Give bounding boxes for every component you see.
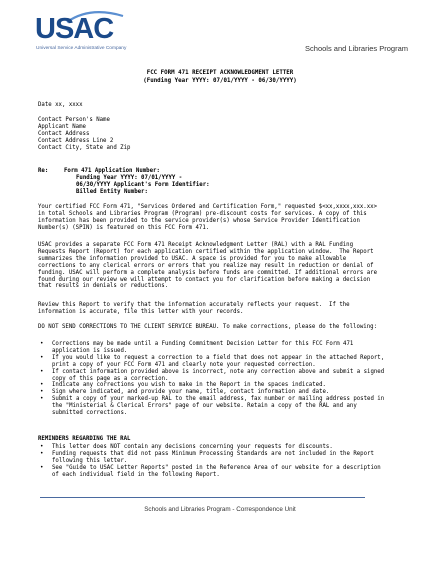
- re-line: 06/30/YYYY Applicant's Form Identifier:: [76, 181, 210, 188]
- re-label: Re:: [38, 168, 49, 174]
- paragraph-line: USAC provides a separate FCC Form 471 Receipt Acknowledgment Letter (RAL) with a RAL Funding: [38, 242, 354, 248]
- address-line: Contact City, State and Zip: [38, 144, 131, 151]
- list-item: • Funding requests that did not pass Minimum Processing Standards are not included in the Report following this letter.: [38, 451, 381, 465]
- paragraph-review: [38, 302, 350, 316]
- paragraph-line: found during our review we will attempt to contact you for clarification before making a decision: [38, 276, 371, 283]
- logo-wordmark: USAC: [35, 13, 114, 45]
- paragraph-line: information has been provided to the service provider(s) whose Service Provider Identification: [38, 217, 360, 224]
- list-item: • Corrections may be made until a Funding Commitment Decision Letter for this FCC Form 471 application is issued.: [38, 341, 384, 355]
- re-line: Funding Year YYYY: 07/01/YYYY -: [76, 174, 183, 181]
- address-line: Applicant Name: [38, 123, 86, 130]
- list-item: • Submit a copy of your marked-up RAL to the email address, fax number or mailing address posted in the "Ministerial & Clerical Errors" page of our website. Retain a copy of the RAL and any submitted corrections.: [38, 396, 384, 417]
- header-program-name: Schools and Libraries Program: [305, 44, 408, 53]
- list-item: • Sign where indicated, and provide your name, title, contact information and date.: [38, 389, 384, 396]
- paragraph-line: Number(s) (SPIN) is featured on this FCC Form 471.: [38, 224, 210, 231]
- paragraph-corrections-intro: DO NOT SEND CORRECTIONS TO THE CLIENT SERVICE BUREAU. To make corrections, please do the following:: [38, 324, 377, 330]
- re-line: Form 471 Application Number:: [64, 168, 160, 174]
- letter-subtitle: (Funding Year YYYY: 07/01/YYYY - 06/30/YYYY): [143, 78, 297, 84]
- usac-logo: [35, 10, 145, 55]
- paragraph-line: that results in denials or reductions.: [38, 283, 169, 290]
- paragraph-line: in total Schools and Libraries Program (Program) pre-discount costs for services. A copy of this: [38, 210, 367, 217]
- corrections-list: [38, 341, 384, 417]
- re-line: Billed Entity Number:: [76, 188, 148, 195]
- footer-divider: [40, 497, 365, 498]
- list-item: • Indicate any corrections you wish to make in the Report in the spaces indicated.: [38, 382, 384, 389]
- paragraph-line: funding. USAC will perform a complete analysis before funds are committed. If additional errors are: [38, 269, 377, 276]
- paragraph-line: Review this Report to verify that the information accurately reflects your request. If the: [38, 302, 350, 308]
- list-item: • If contact information provided above is incorrect, note any correction above and submit a signed copy of this page as a correction.: [38, 369, 384, 383]
- address-line: Contact Address Line 2: [38, 137, 114, 144]
- recipient-address: [38, 117, 130, 152]
- list-item: • See "Guide to USAC Letter Reports" posted in the Reference Area of our website for a description of each individual field in the following Report.: [38, 465, 381, 479]
- list-item: • If you would like to request a correction to a field that does not appear in the attached Report, print a copy of your FCC Form 471 and clearly note your requested correction.: [38, 355, 384, 369]
- paragraph-line: Your certified FCC Form 471, "Services Ordered and Certification Form," requested $<xx,xxxx,xxx.xx>: [38, 204, 377, 210]
- address-line: Contact Address: [38, 130, 90, 137]
- letter-title: FCC FORM 471 RECEIPT ACKNOWLEDGMENT LETTER: [146, 70, 294, 76]
- reminders-heading: REMINDERS REGARDING THE RAL: [38, 436, 131, 442]
- address-line: Contact Person's Name: [38, 117, 110, 123]
- paragraph-line: Requests Report (Report) for each application certified within the application window. The Report: [38, 248, 374, 255]
- paragraph-ral-description: [38, 242, 377, 290]
- footer-text: Schools and Libraries Program - Correspondence Unit: [144, 506, 296, 513]
- letter-date: Date xx, xxxx: [38, 102, 83, 108]
- reminders-list: [38, 444, 381, 479]
- paragraph-line: corrections to any clerical errors or errors that you realize may result in reduction or denial of: [38, 262, 374, 269]
- re-block: [64, 168, 210, 196]
- list-item: • This letter does NOT contain any decisions concerning your requests for discounts.: [38, 444, 381, 451]
- paragraph-requested-amount: [38, 204, 377, 232]
- paragraph-line: information is accurate, file this letter with your records.: [38, 308, 244, 315]
- logo-subtitle: Universal Service Administrative Company: [36, 46, 127, 51]
- paragraph-line: summarizes the information provided to USAC. A space is provided for you to make allowable: [38, 255, 347, 262]
